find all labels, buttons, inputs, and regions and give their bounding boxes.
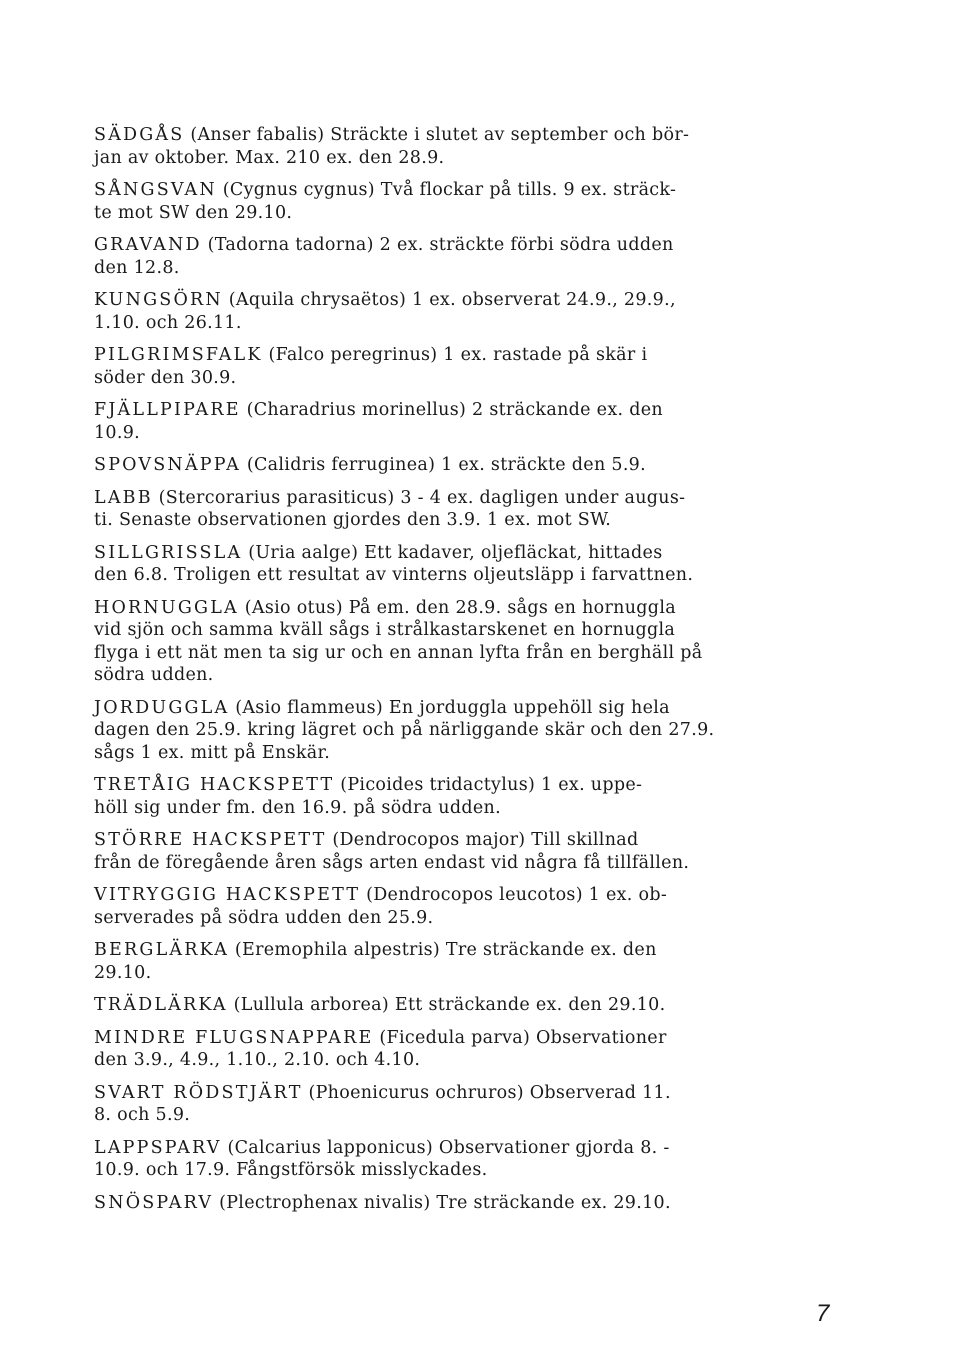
species-name: LAPPSPARV xyxy=(94,1137,222,1158)
species-entry xyxy=(94,1082,854,1127)
entry-line xyxy=(94,852,854,875)
entry-text: (Anser fabalis) Sträckte i slutet av september och bör- xyxy=(190,125,690,145)
species-entry xyxy=(94,697,854,765)
entry-text: den 12.8. xyxy=(94,257,180,278)
species-entry xyxy=(94,939,854,984)
entry-line xyxy=(94,962,854,985)
entry-text: (Asio otus) På em. den 28.9. sågs en hornuggla xyxy=(244,597,676,618)
entry-line xyxy=(94,542,854,565)
entry-line xyxy=(94,619,854,642)
entry-text: jan av oktober. Max. 210 ex. den 28.9. xyxy=(94,147,445,168)
entry-line xyxy=(94,399,854,422)
species-entry xyxy=(94,179,854,224)
species-name: SPOVSNÄPPA xyxy=(94,455,241,475)
entry-line xyxy=(94,1049,854,1072)
entry-text: flyga i ett nät men ta sig ur och en annan lyfta från en berghäll på xyxy=(94,642,703,663)
entry-text: 10.9. xyxy=(94,422,141,443)
species-name: TRÄDLÄRKA xyxy=(94,995,228,1015)
entry-text: (Eremophila alpestris) Tre sträckande ex. den xyxy=(234,940,657,960)
entry-text: te mot SW den 29.10. xyxy=(94,202,293,223)
species-name: MINDRE FLUGSNAPPARE xyxy=(94,1027,374,1048)
entry-text: (Picoides tridactylus) 1 ex. uppe- xyxy=(340,775,643,795)
entry-text: (Dendrocopos leucotos) 1 ex. ob- xyxy=(366,885,668,905)
species-entry xyxy=(94,829,854,874)
entry-line xyxy=(94,664,854,687)
entry-line xyxy=(94,487,854,510)
entry-text: 29.10. xyxy=(94,962,152,983)
entry-text: (Phoenicurus ochruros) Observerad 11. xyxy=(308,1082,671,1103)
species-name: VITRYGGIG HACKSPETT xyxy=(94,885,361,905)
entry-line xyxy=(94,179,854,202)
entry-text: (Stercorarius parasiticus) 3 - 4 ex. dagligen under augus- xyxy=(158,487,686,508)
species-entry xyxy=(94,1027,854,1072)
entry-line xyxy=(94,1027,854,1050)
entry-text: från de föregående åren sågs arten endast vid några få tillfällen. xyxy=(94,852,690,873)
entry-text: (Aquila chrysaëtos) 1 ex. observerat 24.9., 29.9., xyxy=(228,290,676,310)
entry-line xyxy=(94,344,854,367)
entry-line xyxy=(94,1159,854,1182)
entry-text: (Lullula arborea) Ett sträckande ex. den 29.10. xyxy=(233,995,666,1015)
entry-text: höll sig under fm. den 16.9. på södra udden. xyxy=(94,797,501,818)
species-entry xyxy=(94,597,854,687)
species-name: KUNGSÖRN xyxy=(94,290,223,310)
species-name: BERGLÄRKA xyxy=(94,940,230,960)
entry-line xyxy=(94,829,854,852)
species-entry xyxy=(94,542,854,587)
entry-line xyxy=(94,884,854,907)
species-name: GRAVAND xyxy=(94,235,202,255)
species-name: SVART RÖDSTJÄRT xyxy=(94,1082,303,1103)
page-number: 7 xyxy=(816,1300,830,1327)
entry-line xyxy=(94,719,854,742)
entry-line xyxy=(94,422,854,445)
species-entry xyxy=(94,774,854,819)
entry-text: dagen den 25.9. kring lägret och på närliggande skär och den 27.9. xyxy=(94,720,715,740)
entry-text: (Calcarius lapponicus) Observationer gjorda 8. - xyxy=(227,1137,670,1158)
entry-line xyxy=(94,509,854,532)
species-entry xyxy=(94,994,854,1017)
entry-line xyxy=(94,234,854,257)
entry-line xyxy=(94,1104,854,1127)
entry-text: sågs 1 ex. mitt på Enskär. xyxy=(94,742,331,763)
entry-line xyxy=(94,1137,854,1160)
entry-text: (Charadrius morinellus) 2 sträckande ex. den xyxy=(246,400,663,420)
entry-text: söder den 30.9. xyxy=(94,367,237,388)
entry-line xyxy=(94,1082,854,1105)
entry-text: den 6.8. Troligen ett resultat av vinterns oljeutsläpp i farvattnen. xyxy=(94,565,694,585)
species-entry xyxy=(94,399,854,444)
species-entry xyxy=(94,454,854,477)
entry-line xyxy=(94,454,854,477)
entry-text: ti. Senaste observationen gjordes den 3.9. 1 ex. mot SW. xyxy=(94,510,612,530)
entry-line xyxy=(94,907,854,930)
species-name: FJÄLLPIPARE xyxy=(94,400,241,420)
species-entry xyxy=(94,289,854,334)
entry-line xyxy=(94,257,854,280)
entry-line xyxy=(94,597,854,620)
species-name: HORNUGGLA xyxy=(94,597,239,618)
species-name: LABB xyxy=(94,487,153,508)
entry-text: den 3.9., 4.9., 1.10., 2.10. och 4.10. xyxy=(94,1050,421,1070)
entry-text: (Uria aalge) Ett kadaver, oljefläckat, hittades xyxy=(248,542,663,563)
species-name: STÖRRE HACKSPETT xyxy=(94,830,327,850)
species-entry xyxy=(94,234,854,279)
entry-text: 1.10. och 26.11. xyxy=(94,312,242,333)
species-entry xyxy=(94,124,854,169)
species-entry xyxy=(94,487,854,532)
species-name: TRETÅIG HACKSPETT xyxy=(94,775,335,795)
entry-line xyxy=(94,1192,854,1215)
entry-text: (Calidris ferruginea) 1 ex. sträckte den 5.9. xyxy=(246,455,646,475)
species-entry xyxy=(94,1137,854,1182)
entry-line xyxy=(94,124,854,147)
document-page xyxy=(94,124,854,1224)
entry-line xyxy=(94,774,854,797)
entry-line xyxy=(94,289,854,312)
entry-line xyxy=(94,939,854,962)
entry-text: (Plectrophenax nivalis) Tre sträckande ex. 29.10. xyxy=(219,1192,671,1213)
entry-line xyxy=(94,797,854,820)
entry-line xyxy=(94,367,854,390)
species-name: SILLGRISSLA xyxy=(94,542,243,563)
entry-text: (Ficedula parva) Observationer xyxy=(379,1027,667,1048)
entry-line xyxy=(94,642,854,665)
entry-text: 10.9. och 17.9. Fångstförsök misslyckades. xyxy=(94,1160,488,1180)
entry-text: 8. och 5.9. xyxy=(94,1105,191,1125)
species-entry xyxy=(94,344,854,389)
entry-line xyxy=(94,994,854,1017)
entry-line xyxy=(94,202,854,225)
entry-text: (Dendrocopos major) Till skillnad xyxy=(332,830,639,850)
species-name: SÄDGÅS xyxy=(94,125,185,145)
entry-line xyxy=(94,312,854,335)
entry-line xyxy=(94,564,854,587)
entry-line xyxy=(94,697,854,720)
entry-text: (Tadorna tadorna) 2 ex. sträckte förbi södra udden xyxy=(207,235,674,255)
species-entry xyxy=(94,884,854,929)
species-name: SNÖSPARV xyxy=(94,1192,214,1213)
entry-line xyxy=(94,147,854,170)
entry-text: (Cygnus cygnus) Två flockar på tills. 9 ex. sträck- xyxy=(222,180,677,200)
entry-line xyxy=(94,742,854,765)
species-name: SÅNGSVAN xyxy=(94,180,217,200)
entry-text: vid sjön och samma kväll sågs i strålkastarskenet en hornuggla xyxy=(94,620,676,640)
species-name: PILGRIMSFALK xyxy=(94,345,263,365)
species-name: JORDUGGLA xyxy=(94,697,230,718)
entry-text: serverades på södra udden den 25.9. xyxy=(94,907,434,928)
entry-text: södra udden. xyxy=(94,665,214,685)
entry-text: (Falco peregrinus) 1 ex. rastade på skär i xyxy=(268,345,648,365)
species-entry xyxy=(94,1192,854,1215)
entry-text: (Asio flammeus) En jorduggla uppehöll sig hela xyxy=(235,697,670,718)
